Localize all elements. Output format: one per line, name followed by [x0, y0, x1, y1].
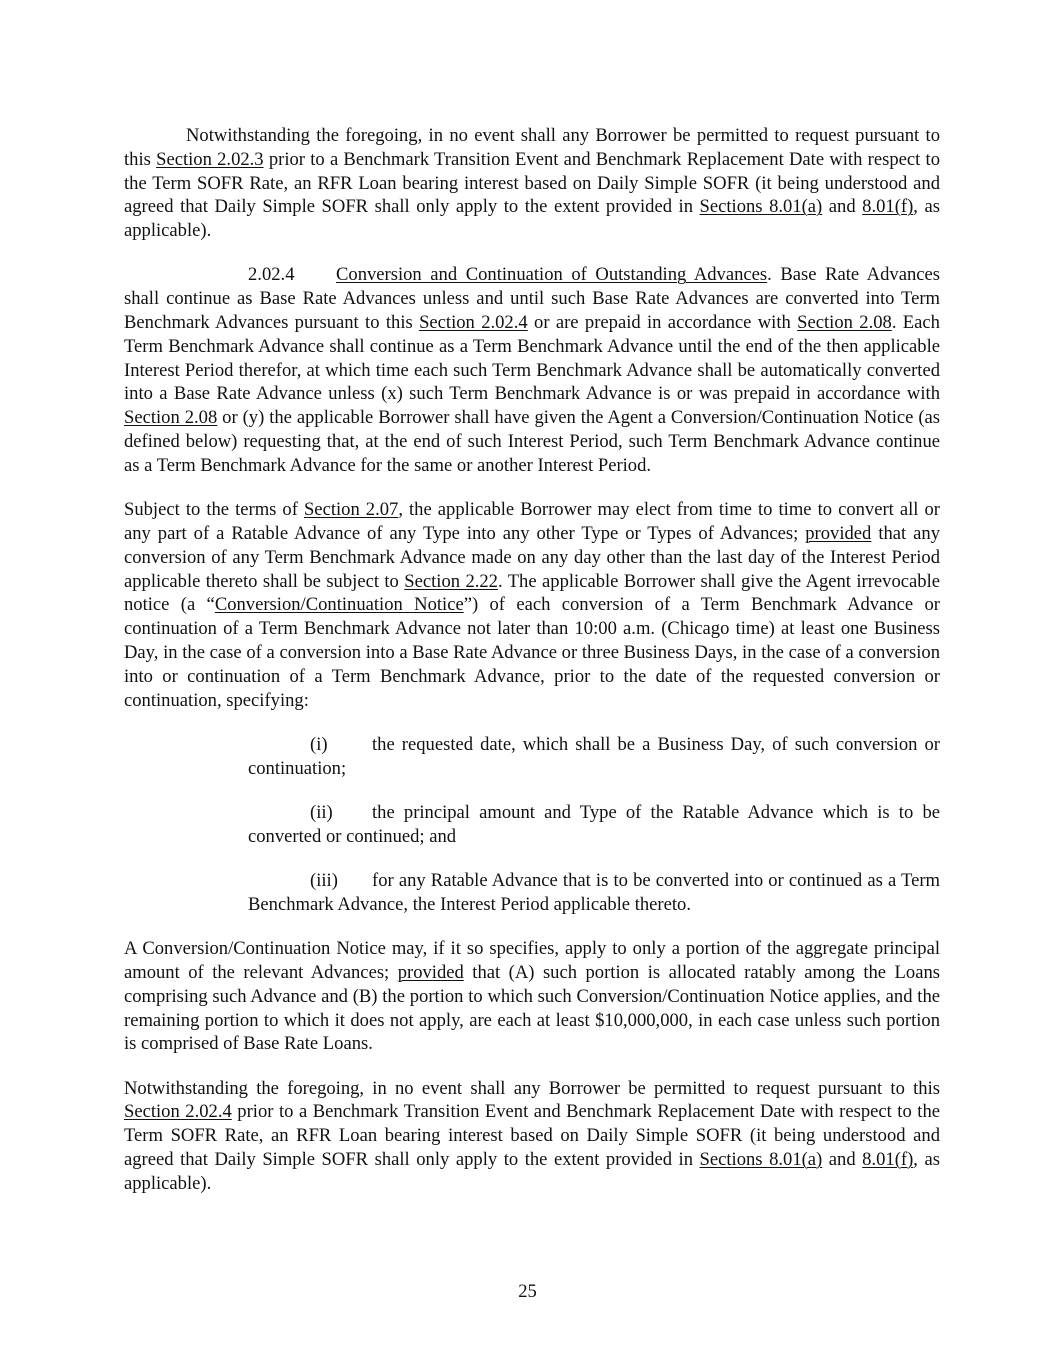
defined-term-conversion-notice: Conversion/Continuation Notice: [214, 594, 464, 616]
section-ref-2-02-3: Section 2.02.3: [156, 148, 264, 170]
document-page: [124, 124, 940, 1196]
provided-term: provided: [805, 522, 872, 544]
clause-i: [248, 733, 940, 781]
section-heading: Conversion and Continuation of Outstanding Advances: [336, 264, 768, 286]
section-ref-2-08: Section 2.08: [797, 312, 892, 334]
paragraph-subject-to-terms: Subject to the terms of Section 2.07, the applicable Borrower may elect from time to time to convert all or any part of a Ratable Advance of any Type into any other Type or Types of Advances; provided that any conversion of any Term Benchmark Advance made on any day other than the last day of the Interest Period applicable thereto shall be subject to Section 2.22. The applicable Borrower shall give the Agent irrevocable notice (a “Conversion/Continuation Notice”) of each conversion of a Term Benchmark Advance or continuation of a Term Benchmark Advance not later than 10:00 a.m. (Chicago time) at least one Business Day, in the case of a conversion into a Base Rate Advance or three Business Days, in the case of a conversion into or continuation of a Term Benchmark Advance, prior to the date of the requested conversion or continuation, specifying:: [124, 499, 940, 711]
page-number: 25: [518, 1281, 537, 1302]
provided-term: provided: [397, 961, 464, 983]
paragraph-notwithstanding-2-02-4: Notwithstanding the foregoing, in no event shall any Borrower be permitted to request pursuant to this Section 2.02.4 prior to a Benchmark Transition Event and Benchmark Replacement Date with respect to the Term SOFR Rate, an RFR Loan bearing interest based on Daily Simple SOFR (it being understood and agreed that Daily Simple SOFR shall only apply to the extent provided in Sections 8.01(a) and 8.01(f), as applicable).: [124, 1077, 940, 1194]
paragraph-notwithstanding-2-02-3: Notwithstanding the foregoing, in no event shall any Borrower be permitted to request pursuant to this Section 2.02.3 prior to a Benchmark Transition Event and Benchmark Replacement Date with respect to the Term SOFR Rate, an RFR Loan bearing interest based on Daily Simple SOFR (it being understood and agreed that Daily Simple SOFR shall only apply to the extent provided in Sections 8.01(a) and 8.01(f), as applicable).: [124, 125, 940, 242]
section-ref-8-01-a: Sections 8.01(a): [699, 1148, 823, 1170]
section-ref-2-22: Section 2.22: [404, 570, 498, 592]
section-ref-8-01-f: 8.01(f): [862, 1148, 914, 1170]
paragraph-conversion-notice-portion: A Conversion/Continuation Notice may, if it so specifies, apply to only a portion of the aggregate principal amount of the relevant Advances; provided that (A) such portion is allocated ratably among the Loans comprising such Advance and (B) the portion to which such Conversion/Continuation Notice applies, and the remaining portion to which it does not apply, are each at least $10,000,000, in each case unless such portion is comprised of Base Rate Loans.: [124, 938, 940, 1055]
clause-ii: [248, 801, 940, 849]
clause-number: (iii): [310, 870, 338, 892]
clause-number: (ii): [310, 801, 333, 823]
section-number: 2.02.4: [248, 264, 295, 286]
section-ref-8-01-f: 8.01(f): [862, 196, 914, 218]
section-2-02-4-paragraph: 2.02.4 Conversion and Continuation of Outstanding Advances. Base Rate Advances shall continue as Base Rate Advances unless and until such Base Rate Advances are converted into Term Benchmark Advances pursuant to this Section 2.02.4 or are prepaid in accordance with Section 2.08. Each Term Benchmark Advance shall continue as a Term Benchmark Advance until the end of the then applicable Interest Period therefor, at which time each such Term Benchmark Advance shall be automatically converted into a Base Rate Advance unless (x) such Term Benchmark Advance is or was prepaid in accordance with Section 2.08 or (y) the applicable Borrower shall have given the Agent a Conversion/Continuation Notice (as defined below) requesting that, at the end of such Interest Period, such Term Benchmark Advance continue as a Term Benchmark Advance for the same or another Interest Period.: [124, 264, 940, 476]
clause-iii: [248, 869, 940, 917]
section-ref-2-08-second: Section 2.08: [124, 407, 218, 429]
clause-text: the requested date, which shall be a Business Day, of such conversion or continuation;: [248, 733, 940, 779]
clause-text: for any Ratable Advance that is to be converted into or continued as a Term Benchmark Advance, the Interest Period applicable thereto.: [248, 870, 940, 915]
section-ref-2-02-4: Section 2.02.4: [124, 1101, 232, 1123]
section-ref-2-02-4: Section 2.02.4: [419, 312, 528, 334]
clause-number: (i): [310, 733, 328, 755]
clause-text: the principal amount and Type of the Ratable Advance which is to be converted or continued; and: [248, 801, 940, 847]
section-ref-8-01-a: Sections 8.01(a): [699, 196, 823, 218]
section-ref-2-07: Section 2.07: [303, 499, 399, 521]
